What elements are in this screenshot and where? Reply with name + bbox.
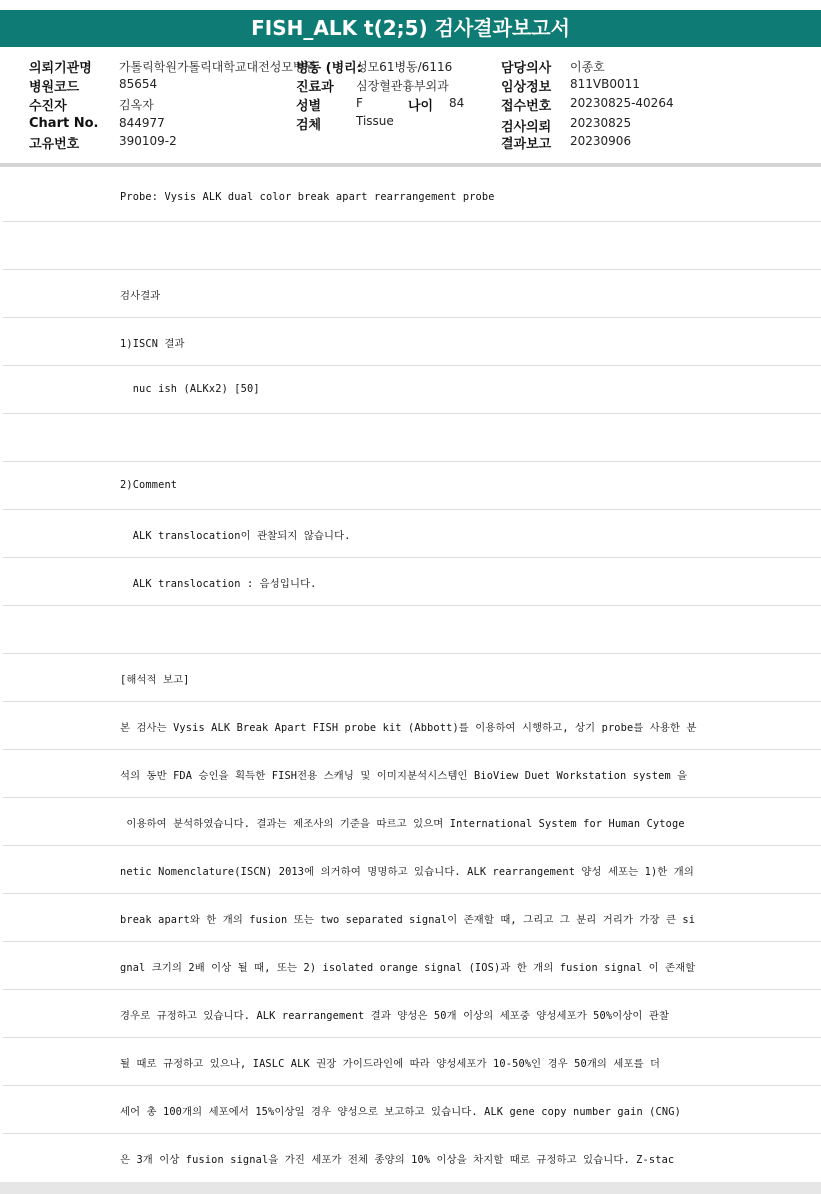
sex-value: F xyxy=(356,96,363,110)
report-line: ALK translocation : 음성입니다. xyxy=(3,558,821,606)
report-title: FISH_ALK t(2;5) 검사결과보고서 xyxy=(0,10,821,47)
institution-label: 의뢰기관명 xyxy=(29,61,92,76)
patient-label: 수진자 xyxy=(29,99,67,114)
report-line xyxy=(3,606,821,654)
report-line: Probe: Vysis ALK dual color break apart rearrangement probe xyxy=(3,174,821,222)
report-line: 세어 총 100개의 세포에서 15%이상일 경우 양성으로 보고하고 있습니다. ALK gene copy number gain (CNG) xyxy=(3,1086,821,1134)
ward-value: 성모61병동/6116 xyxy=(356,60,453,74)
report-line: netic Nomenclature(ISCN) 2013에 의거하여 명명하고 있습니다. ALK rearrangement 양성 세포는 1)한 개의 xyxy=(3,846,821,894)
patient-value: 김옥자 xyxy=(119,98,154,112)
report-line xyxy=(3,222,821,270)
specimen-value: Tissue xyxy=(356,114,394,128)
report-line: 검사결과 xyxy=(3,270,821,318)
report-line: 될 때로 규정하고 있으나, IASLC ALK 권장 가이드라인에 따라 양성세포가 10-50%인 경우 50개의 세포를 더 xyxy=(3,1038,821,1086)
bottom-scroll-area xyxy=(0,1182,821,1194)
ward-label: 병동 (병리: xyxy=(296,61,362,76)
receipt-value: 20230825-40264 xyxy=(570,96,674,110)
dept-value: 심장혈관흉부외과 xyxy=(356,79,449,93)
report-line: 2)Comment xyxy=(3,462,821,510)
report-line: 은 3개 이상 fusion signal을 가진 세포가 전체 종양의 10% 이상을 차지할 때로 규정하고 있습니다. Z-stac xyxy=(3,1134,821,1180)
age-label: 나이 xyxy=(408,99,434,114)
report-line: [해석적 보고] xyxy=(3,654,821,702)
receipt-label: 접수번호 xyxy=(501,99,552,114)
report-line: nuc ish (ALKx2) [50] xyxy=(3,366,821,414)
age-value: 84 xyxy=(449,96,465,110)
report-line: 이용하여 분석하였습니다. 결과는 제조사의 기준을 따르고 있으며 International System for Human Cytoge xyxy=(3,798,821,846)
unique-label: 고유번호 xyxy=(29,137,80,152)
clinical-label: 임상정보 xyxy=(501,80,552,95)
request-value: 20230825 xyxy=(570,116,632,130)
report-line: 석의 동반 FDA 승인을 획득한 FISH전용 스캐닝 및 이미지분석시스템인 BioView Duet Workstation system 을 xyxy=(3,750,821,798)
report-line: 1)ISCN 결과 xyxy=(3,318,821,366)
report-date-label: 결과보고 xyxy=(501,137,552,152)
request-label: 검사의뢰 xyxy=(501,120,552,135)
doctor-label: 담당의사 xyxy=(501,61,552,76)
report-line: ALK translocation이 관찰되지 않습니다. xyxy=(3,510,821,558)
institution-value: 가톨릭학원가톨릭대학교대전성모병원 xyxy=(119,60,317,74)
clinical-value: 811VB0011 xyxy=(570,77,640,91)
header-divider xyxy=(0,163,821,167)
sex-label: 성별 xyxy=(296,99,322,114)
doctor-value: 이종호 xyxy=(570,60,605,74)
chart-value: 844977 xyxy=(119,116,165,130)
specimen-label: 검체 xyxy=(296,118,322,133)
report-date-value: 20230906 xyxy=(570,134,632,148)
unique-value: 390109-2 xyxy=(119,134,177,148)
chart-label: Chart No. xyxy=(29,116,99,131)
dept-label: 진료과 xyxy=(296,80,334,95)
report-line: 본 검사는 Vysis ALK Break Apart FISH probe kit (Abbott)를 이용하여 시행하고, 상기 probe를 사용한 분 xyxy=(3,702,821,750)
hospcode-value: 85654 xyxy=(119,77,158,91)
report-header xyxy=(0,50,821,162)
report-line xyxy=(3,414,821,462)
report-body xyxy=(3,174,821,1180)
report-line: 경우로 규정하고 있습니다. ALK rearrangement 결과 양성은 50개 이상의 세포중 양성세포가 50%이상이 관찰 xyxy=(3,990,821,1038)
report-line: break apart와 한 개의 fusion 또는 two separated signal이 존재할 때, 그리고 그 분리 거리가 가장 큰 si xyxy=(3,894,821,942)
report-line: gnal 크기의 2배 이상 될 때, 또는 2) isolated orange signal (IOS)과 한 개의 fusion signal 이 존재할 xyxy=(3,942,821,990)
hospcode-label: 병원코드 xyxy=(29,80,80,95)
